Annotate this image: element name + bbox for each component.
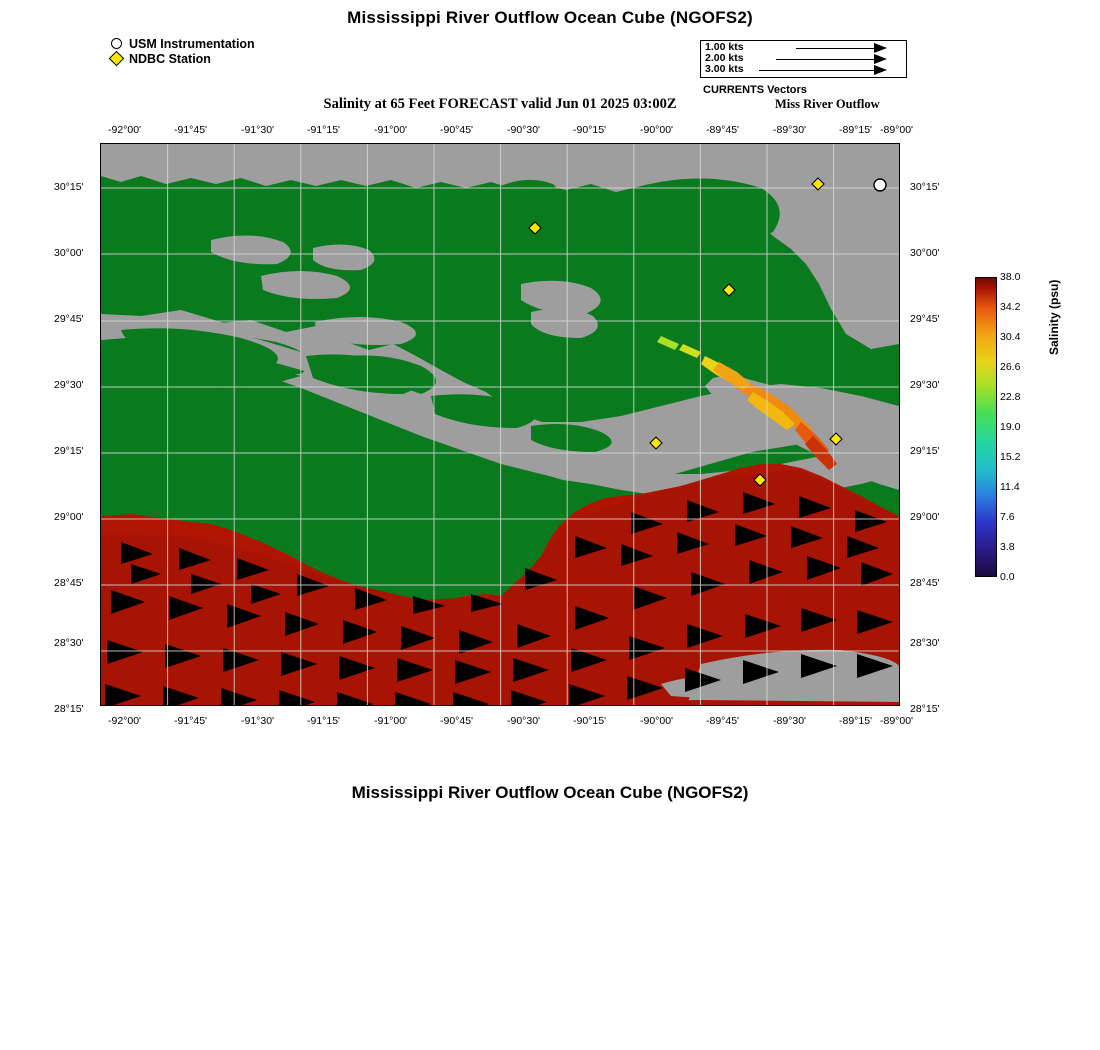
colorbar-tick: 30.4 [1000,331,1021,343]
axis-x-tick-bottom: -90°30' [507,715,541,727]
colorbar-tick: 11.4 [1000,481,1020,493]
axis-x-tick-bottom: -91°45' [174,715,208,727]
map-graphic [101,144,899,705]
colorbar-tick: 38.0 [1000,271,1021,283]
axis-y-tick-left: 28°45' [54,577,84,589]
legend-item-ndbc [110,51,255,66]
colorbar-title: Salinity (psu) [1047,279,1061,355]
colorbar-tick: 34.2 [1000,301,1021,313]
axis-x-tick-bottom: -89°00' [880,715,914,727]
page-title: Mississippi River Outflow Ocean Cube (NGOFS2) [347,8,753,27]
vector-shaft [776,59,874,60]
axis-x-tick-bottom: -90°45' [440,715,474,727]
axis-x-tick-top: -91°15' [307,124,341,136]
axis-x-tick-bottom: -91°30' [241,715,275,727]
vector-key-row [701,64,906,76]
outflow-annotation: Miss River Outflow [775,97,880,111]
axis-y-tick-left: 29°30' [54,379,84,391]
salinity-colorbar [975,277,997,577]
axis-y-tick-left: 30°15' [54,181,84,193]
axis-y-tick-right: 30°15' [910,181,940,193]
axis-x-tick-bottom: -91°15' [307,715,341,727]
axis-y-tick-right: 29°45' [910,313,940,325]
axis-y-tick-left: 29°15' [54,445,84,457]
axis-y-tick-left: 30°00' [54,247,84,259]
axis-y-tick-right: 30°00' [910,247,940,259]
legend-item-label: NDBC Station [129,51,211,66]
axis-x-tick-top: -89°45' [706,124,740,136]
axis-x-tick-top: -90°45' [440,124,474,136]
axis-y-tick-right: 29°00' [910,511,940,523]
axis-y-tick-right: 28°45' [910,577,940,589]
vector-arrow-icon [874,65,887,75]
axis-y-tick-left: 28°15' [54,703,84,715]
colorbar-tick: 7.6 [1000,511,1015,523]
axis-x-tick-top: -90°00' [640,124,674,136]
axis-x-tick-bottom: -89°45' [706,715,740,727]
colorbar-tick: 15.2 [1000,451,1021,463]
axis-x-tick-bottom: -89°30' [773,715,807,727]
footer-title: Mississippi River Outflow Ocean Cube (NGOFS2) [351,783,749,802]
axis-x-tick-bottom: -92°00' [108,715,142,727]
currents-vector-key [700,40,907,78]
axis-x-tick-top: -89°30' [773,124,807,136]
colorbar-tick: 0.0 [1000,571,1015,583]
vector-shaft [759,70,874,71]
axis-y-tick-right: 28°30' [910,637,940,649]
vector-arrow-icon [874,54,887,64]
axis-x-tick-top: -89°00' [880,124,914,136]
axis-x-tick-bottom: -91°00' [374,715,408,727]
axis-x-tick-top: -90°15' [573,124,607,136]
axis-y-tick-left: 29°00' [54,511,84,523]
vector-key-label: 2.00 kts [705,52,744,64]
axis-x-tick-bottom: -90°15' [573,715,607,727]
vector-key-label: 1.00 kts [705,41,744,53]
axis-y-tick-right: 28°15' [910,703,940,715]
axis-x-tick-bottom: -90°00' [640,715,674,727]
axis-x-tick-top: -89°15' [839,124,873,136]
colorbar-tick: 3.8 [1000,541,1015,553]
vector-key-caption: CURRENTS Vectors [703,84,807,96]
axis-x-tick-top: -91°30' [241,124,275,136]
axis-x-tick-top: -91°45' [174,124,208,136]
axis-y-tick-right: 29°30' [910,379,940,391]
axis-y-tick-left: 29°45' [54,313,84,325]
vector-shaft [796,48,874,49]
vector-key-label: 3.00 kts [705,63,744,75]
colorbar-tick: 19.0 [1000,421,1021,433]
colorbar-tick: 26.6 [1000,361,1021,373]
vector-arrow-icon [874,43,887,53]
colorbar-tick: 22.8 [1000,391,1021,403]
axis-x-tick-top: -90°30' [507,124,541,136]
circle-marker-icon [110,38,123,49]
axis-x-tick-bottom: -89°15' [839,715,873,727]
axis-y-tick-right: 29°15' [910,445,940,457]
axis-x-tick-top: -92°00' [108,124,142,136]
legend-item-usm [110,36,255,51]
marker-legend [110,36,255,66]
map-subtitle: Salinity at 65 Feet FORECAST valid Jun 01 2025 03:00Z [323,96,677,112]
map-canvas-frame[interactable] [100,143,900,706]
diamond-marker-icon [110,53,123,64]
legend-item-label: USM Instrumentation [129,36,255,51]
axis-y-tick-left: 28°30' [54,637,84,649]
axis-x-tick-top: -91°00' [374,124,408,136]
